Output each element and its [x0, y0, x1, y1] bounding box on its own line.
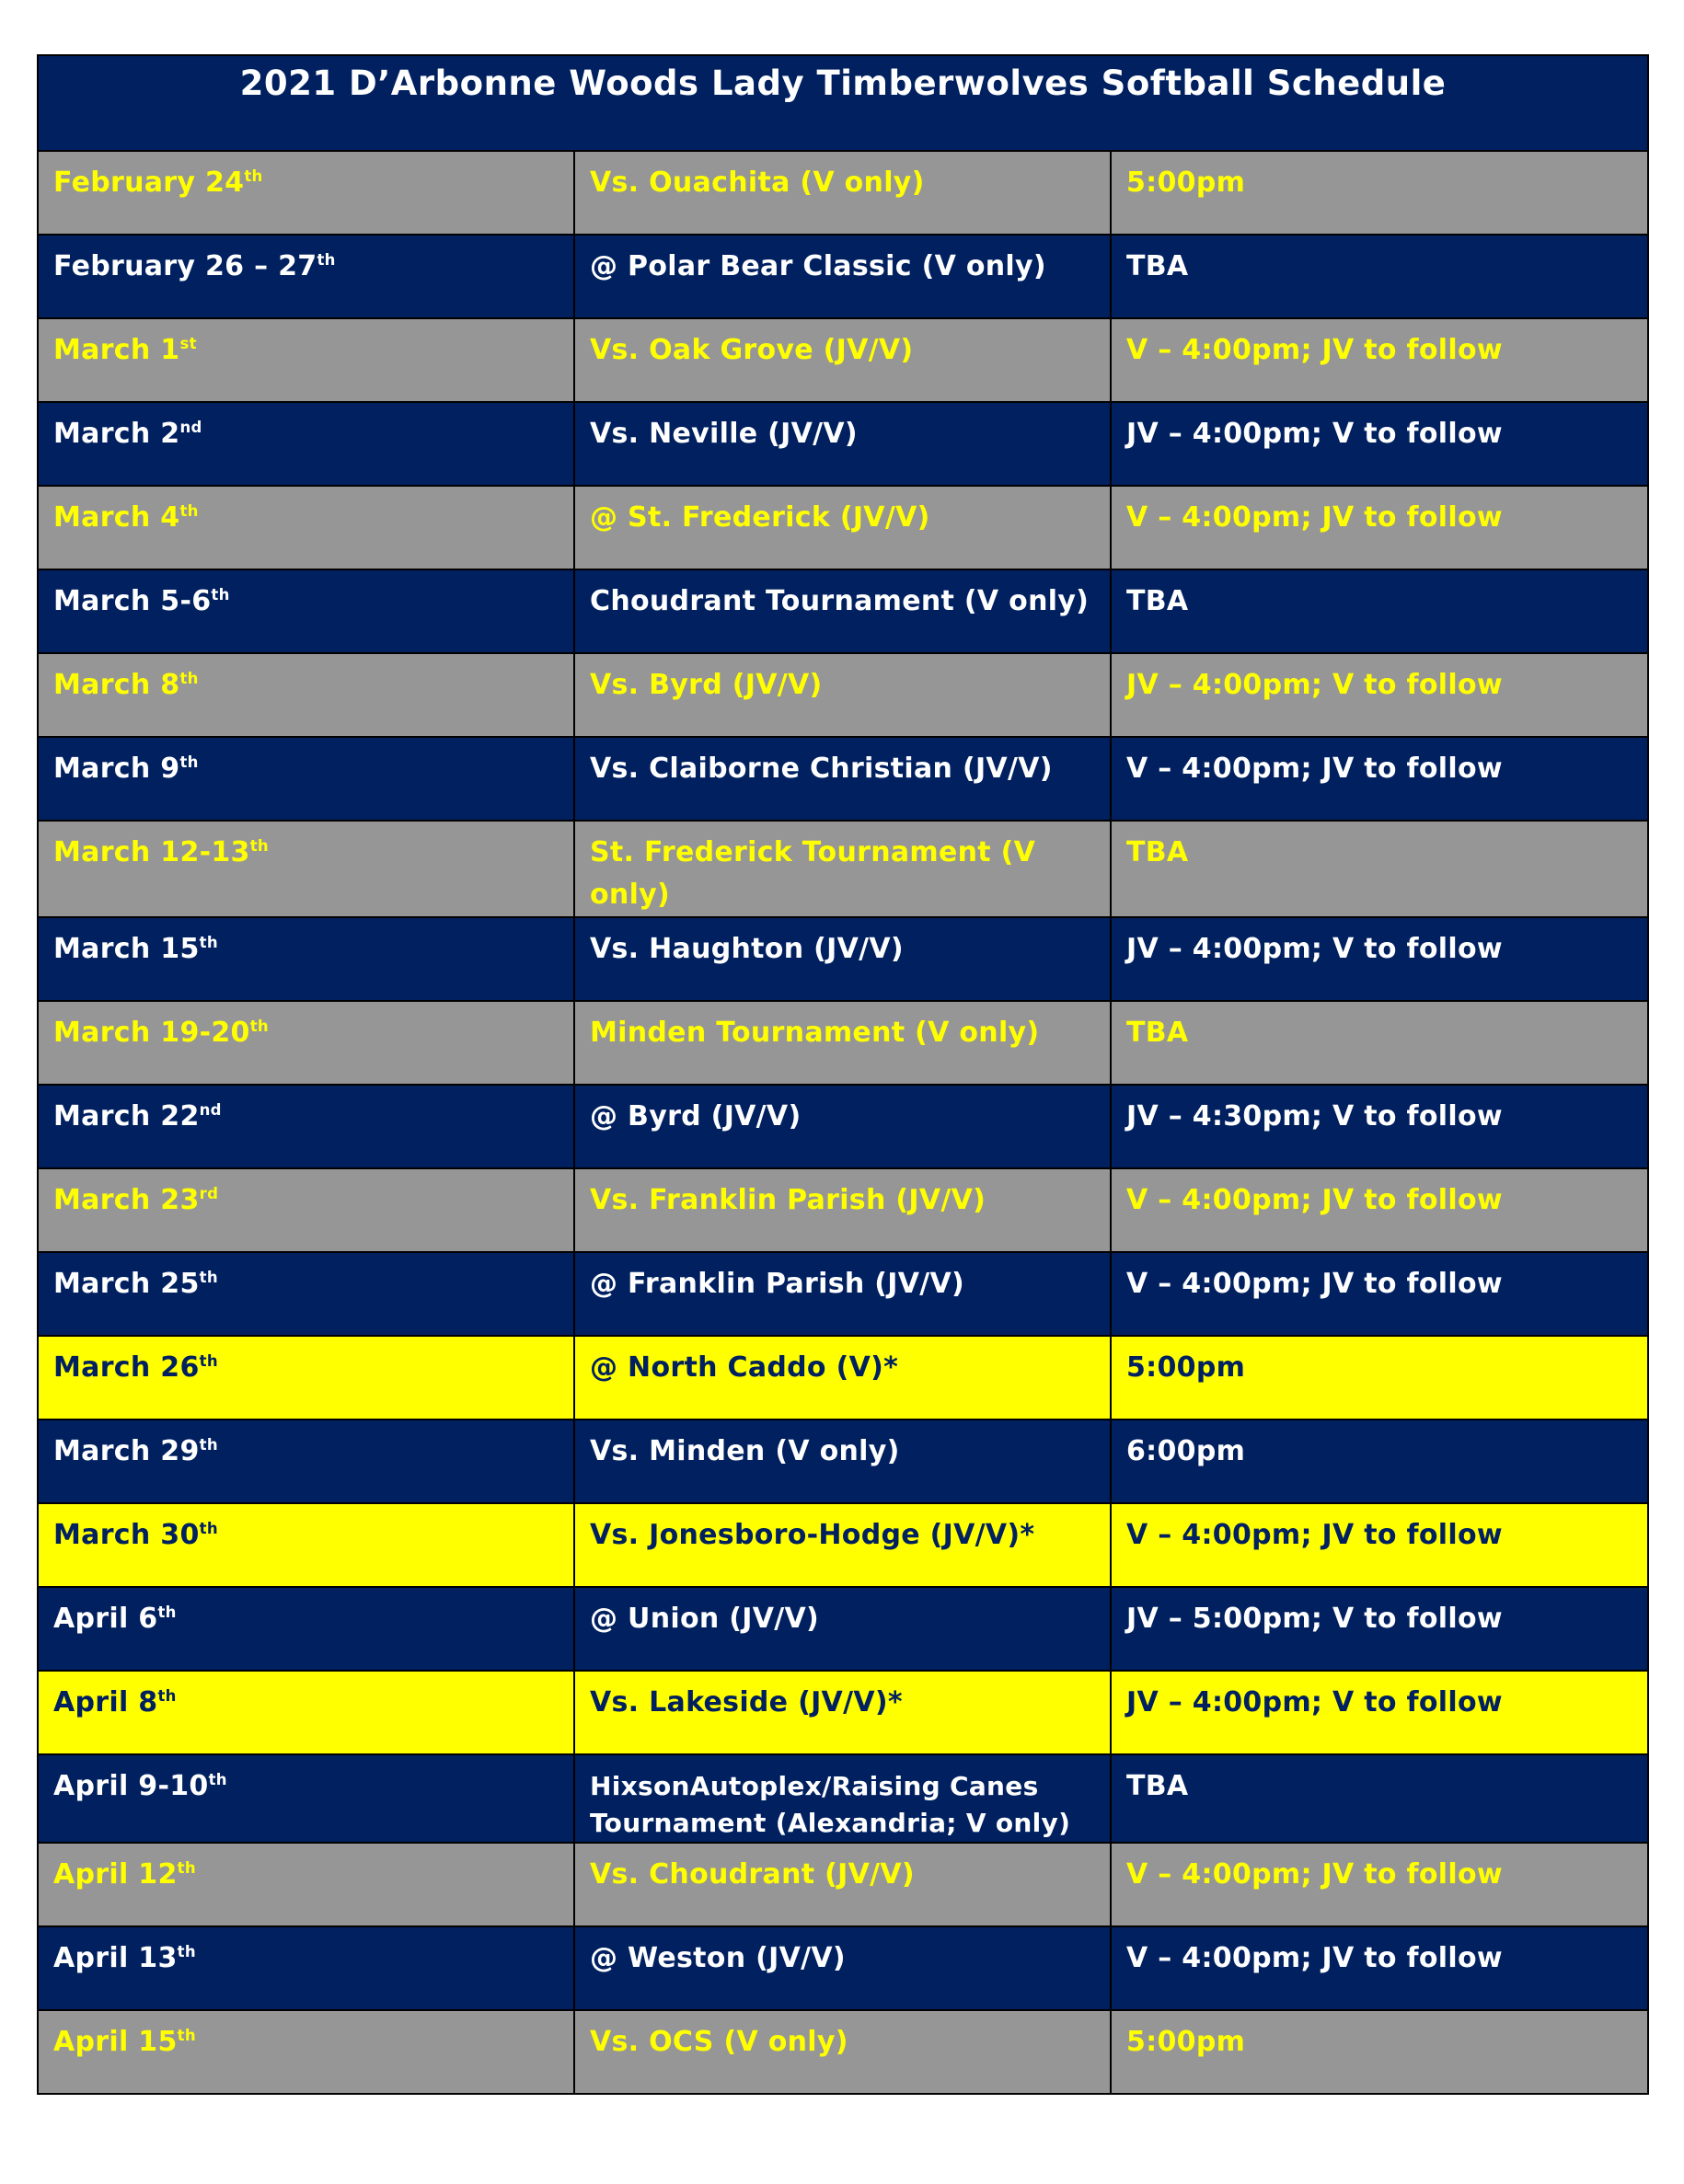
schedule-row: [38, 1843, 1648, 1926]
game-time: 6:00pm: [1111, 1420, 1648, 1503]
game-time: TBA: [1111, 821, 1648, 917]
schedule-table: [37, 54, 1649, 2095]
game-time: JV – 4:00pm; V to follow: [1111, 402, 1648, 486]
schedule-row: [38, 486, 1648, 569]
game-date: [38, 486, 574, 569]
schedule-row: [38, 1001, 1648, 1085]
game-time: JV – 4:00pm; V to follow: [1111, 917, 1648, 1001]
game-time: JV – 4:00pm; V to follow: [1111, 1671, 1648, 1754]
game-date-text: March 5-6: [53, 585, 212, 617]
game-opponent: @ Polar Bear Classic (V only): [574, 235, 1111, 318]
schedule-row: [38, 653, 1648, 737]
game-date-text: April 8: [53, 1686, 158, 1718]
game-opponent: HixsonAutoplex/Raising Canes Tournament (Alexandria; V only): [574, 1754, 1111, 1843]
date-ordinal-suffix: th: [179, 753, 199, 771]
game-date-text: April 9-10: [53, 1770, 209, 1802]
game-opponent: Vs. Choudrant (JV/V): [574, 1843, 1111, 1926]
game-time: 5:00pm: [1111, 151, 1648, 235]
date-ordinal-suffix: th: [157, 1687, 177, 1705]
schedule-row: [38, 402, 1648, 486]
game-date-text: April 6: [53, 1603, 158, 1635]
date-ordinal-suffix: st: [179, 335, 197, 352]
game-time: 5:00pm: [1111, 1336, 1648, 1420]
game-time: JV – 4:00pm; V to follow: [1111, 653, 1648, 737]
game-opponent: @ Franklin Parish (JV/V): [574, 1252, 1111, 1336]
schedule-row: [38, 1587, 1648, 1671]
schedule-row: [38, 1420, 1648, 1503]
game-date-text: March 26: [53, 1351, 200, 1384]
schedule-title: 2021 D’Arbonne Woods Lady Timberwolves Softball Schedule: [38, 55, 1648, 151]
game-opponent: @ Weston (JV/V): [574, 1926, 1111, 2010]
game-time: V – 4:00pm; JV to follow: [1111, 737, 1648, 821]
game-time: V – 4:00pm; JV to follow: [1111, 1503, 1648, 1587]
game-opponent: Vs. Byrd (JV/V): [574, 653, 1111, 737]
game-date: [38, 569, 574, 653]
game-date: [38, 1085, 574, 1168]
game-date: [38, 2010, 574, 2094]
game-opponent: Vs. Neville (JV/V): [574, 402, 1111, 486]
game-opponent: @ Union (JV/V): [574, 1587, 1111, 1671]
game-date-text: April 15: [53, 2026, 178, 2058]
date-ordinal-suffix: th: [157, 1604, 177, 1621]
date-ordinal-suffix: th: [177, 2027, 196, 2044]
game-date: [38, 1587, 574, 1671]
schedule-row: [38, 917, 1648, 1001]
game-date-text: February 24: [53, 167, 245, 199]
schedule-row: [38, 1671, 1648, 1754]
game-date-text: March 23: [53, 1184, 200, 1216]
date-ordinal-suffix: th: [249, 1017, 269, 1035]
game-time: V – 4:00pm; JV to follow: [1111, 1168, 1648, 1252]
game-opponent: Minden Tournament (V only): [574, 1001, 1111, 1085]
game-time: JV – 4:30pm; V to follow: [1111, 1085, 1648, 1168]
game-time: TBA: [1111, 1001, 1648, 1085]
schedule-row: [38, 1926, 1648, 2010]
game-date: [38, 151, 574, 235]
game-opponent: Vs. Claiborne Christian (JV/V): [574, 737, 1111, 821]
game-opponent: Vs. Minden (V only): [574, 1420, 1111, 1503]
game-opponent: @ St. Frederick (JV/V): [574, 486, 1111, 569]
game-date: [38, 737, 574, 821]
date-ordinal-suffix: th: [179, 670, 199, 687]
game-date-text: March 12-13: [53, 836, 250, 868]
title-row: [38, 55, 1648, 151]
schedule-row: [38, 821, 1648, 917]
game-date: [38, 821, 574, 917]
game-date: [38, 1671, 574, 1754]
game-opponent: Vs. Franklin Parish (JV/V): [574, 1168, 1111, 1252]
game-date-text: March 15: [53, 933, 200, 965]
game-time: V – 4:00pm; JV to follow: [1111, 1926, 1648, 2010]
date-ordinal-suffix: th: [244, 167, 263, 185]
schedule-row: [38, 1336, 1648, 1420]
game-date: [38, 318, 574, 402]
game-date-text: February 26 – 27: [53, 250, 317, 282]
game-date: [38, 917, 574, 1001]
schedule-row: [38, 1754, 1648, 1843]
schedule-rows: [38, 151, 1648, 2094]
date-ordinal-suffix: th: [199, 1269, 218, 1286]
game-date-text: March 8: [53, 669, 180, 701]
game-opponent: Choudrant Tournament (V only): [574, 569, 1111, 653]
game-date: [38, 1843, 574, 1926]
date-ordinal-suffix: th: [199, 1520, 218, 1537]
date-ordinal-suffix: th: [199, 934, 218, 951]
game-time: JV – 5:00pm; V to follow: [1111, 1587, 1648, 1671]
game-date-text: March 2: [53, 418, 180, 450]
game-date-text: April 12: [53, 1858, 178, 1891]
game-date-text: March 22: [53, 1100, 200, 1132]
game-date-text: April 13: [53, 1942, 178, 1974]
game-opponent: Vs. Haughton (JV/V): [574, 917, 1111, 1001]
game-opponent: @ Byrd (JV/V): [574, 1085, 1111, 1168]
schedule-row: [38, 318, 1648, 402]
date-ordinal-suffix: th: [199, 1436, 218, 1454]
game-time: V – 4:00pm; JV to follow: [1111, 318, 1648, 402]
game-time: 5:00pm: [1111, 2010, 1648, 2094]
date-ordinal-suffix: th: [177, 1859, 196, 1877]
game-time: V – 4:00pm; JV to follow: [1111, 486, 1648, 569]
game-date: [38, 1420, 574, 1503]
date-ordinal-suffix: nd: [179, 419, 202, 436]
game-time: TBA: [1111, 569, 1648, 653]
game-date: [38, 1252, 574, 1336]
game-date-text: March 29: [53, 1435, 200, 1467]
game-date: [38, 1503, 574, 1587]
game-opponent: Vs. Oak Grove (JV/V): [574, 318, 1111, 402]
game-time: V – 4:00pm; JV to follow: [1111, 1843, 1648, 1926]
date-ordinal-suffix: th: [179, 502, 199, 520]
schedule-row: [38, 1503, 1648, 1587]
game-opponent: Vs. Ouachita (V only): [574, 151, 1111, 235]
game-date-text: March 4: [53, 501, 180, 534]
game-date: [38, 653, 574, 737]
game-date: [38, 235, 574, 318]
game-opponent: Vs. Lakeside (JV/V)*: [574, 1671, 1111, 1754]
date-ordinal-suffix: th: [199, 1352, 218, 1370]
game-date: [38, 1336, 574, 1420]
date-ordinal-suffix: th: [211, 586, 230, 603]
date-ordinal-suffix: th: [208, 1771, 227, 1788]
schedule-row: [38, 1085, 1648, 1168]
game-date-text: March 30: [53, 1519, 200, 1551]
schedule-row: [38, 151, 1648, 235]
date-ordinal-suffix: th: [249, 837, 269, 855]
game-date: [38, 1168, 574, 1252]
game-date: [38, 1001, 574, 1085]
date-ordinal-suffix: nd: [199, 1101, 222, 1119]
game-opponent: Vs. OCS (V only): [574, 2010, 1111, 2094]
date-ordinal-suffix: th: [317, 251, 336, 269]
schedule-row: [38, 737, 1648, 821]
schedule-row: [38, 235, 1648, 318]
schedule-row: [38, 1252, 1648, 1336]
game-date-text: March 9: [53, 753, 180, 785]
game-date-text: March 1: [53, 334, 180, 366]
game-time: V – 4:00pm; JV to follow: [1111, 1252, 1648, 1336]
schedule-row: [38, 569, 1648, 653]
game-opponent: Vs. Jonesboro-Hodge (JV/V)*: [574, 1503, 1111, 1587]
schedule-row: [38, 2010, 1648, 2094]
game-date: [38, 402, 574, 486]
game-time: TBA: [1111, 1754, 1648, 1843]
game-date: [38, 1926, 574, 2010]
game-date-text: March 25: [53, 1268, 200, 1300]
game-opponent: @ North Caddo (V)*: [574, 1336, 1111, 1420]
game-date-text: March 19-20: [53, 1017, 250, 1049]
date-ordinal-suffix: rd: [199, 1185, 219, 1202]
game-opponent: St. Frederick Tournament (V only): [574, 821, 1111, 917]
schedule-row: [38, 1168, 1648, 1252]
game-date: [38, 1754, 574, 1843]
date-ordinal-suffix: th: [177, 1943, 196, 1960]
game-time: TBA: [1111, 235, 1648, 318]
